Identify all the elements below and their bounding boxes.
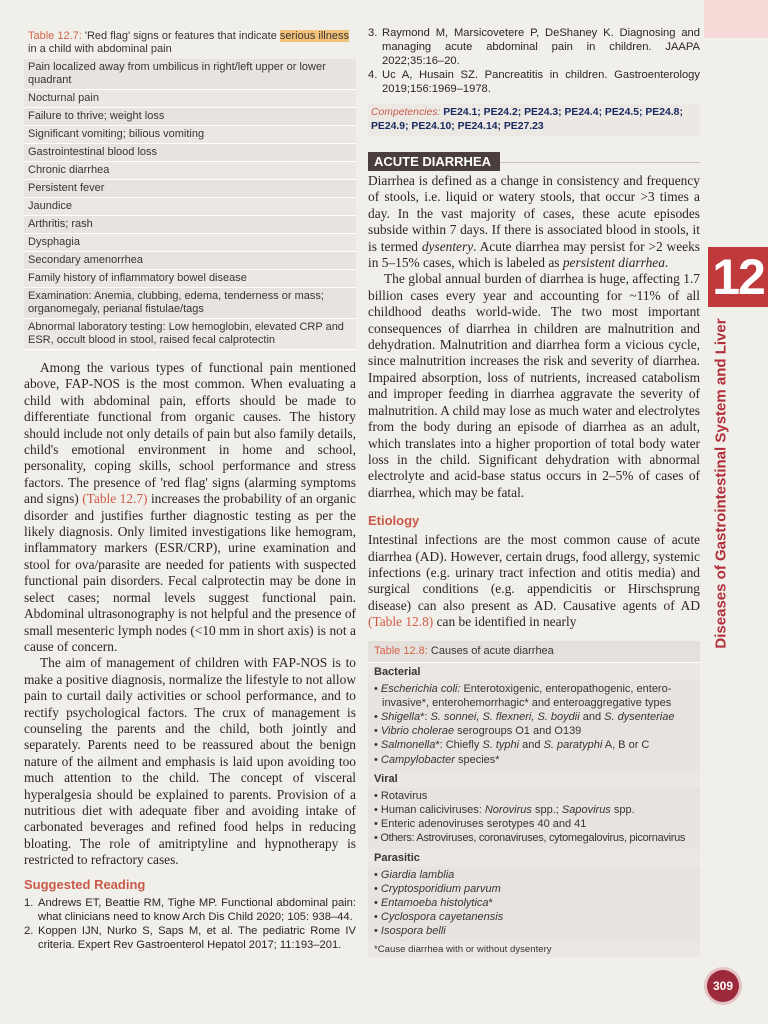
list-item: • Enteric adenoviruses serotypes 40 and 41 — [374, 818, 587, 831]
organism-name: S. sonnei, S. flexneri, S. boydii — [430, 710, 580, 723]
list-item: • Shigella*: S. sonnei, S. flexneri, S. boydii and S. dysenteriae — [374, 710, 675, 723]
item-text: A, B or C — [602, 739, 650, 752]
term-persistent-diarrhea: persistent diarrhea — [562, 255, 665, 271]
competencies-label: Competencies: — [371, 107, 441, 118]
group-viral-list — [368, 788, 700, 849]
group-parasitic: Parasitic — [368, 849, 700, 867]
table-12-7-link[interactable]: (Table 12.7) — [82, 491, 148, 507]
organism-name: Campylobacter — [380, 753, 455, 766]
table-number: Table 12.8: — [374, 644, 428, 657]
paragraph-text: . — [664, 255, 669, 271]
table-title: Causes of acute diarrhea — [427, 644, 554, 657]
item-text: serogroups O1 and O139 — [454, 725, 582, 738]
list-item: • Human caliciviruses: Norovirus spp.; Sapovirus spp. — [374, 803, 635, 816]
item-text: Others: Astroviruses, coronaviruses, cytomegalovirus, picornavirus — [380, 832, 686, 845]
group-viral: Viral — [368, 770, 700, 788]
list-item: • Salmonella*: Chiefly S. typhi and S. paratyphi A, B or C — [374, 739, 650, 752]
table-row: Pain localized away from umbilicus in right/left upper or lower quadrant — [24, 59, 356, 90]
reference-item — [368, 68, 700, 96]
paragraph-etiology — [368, 532, 700, 630]
suggested-reading-list — [24, 896, 356, 952]
organism-name: Giardia lamblia — [380, 868, 455, 881]
table-row: Abnormal laboratory testing: Low hemoglobin, elevated CRP and ESR, occult blood in stool, raised fecal calprotectin — [24, 319, 356, 350]
table-row: Dysphagia — [24, 234, 356, 252]
reference-text: Koppen IJN, Nurko S, Saps M, et al. The pediatric Rome IV criteria. Expert Rev Gastroenterol Hepatol 2017; 11:193–201. — [38, 924, 356, 951]
table-12-8-link[interactable]: (Table 12.8) — [368, 614, 434, 630]
organism-name: Cryptosporidium parvum — [380, 882, 501, 895]
table-row: Chronic diarrhea — [24, 162, 356, 180]
reference-item — [24, 896, 356, 924]
reference-text: Andrews ET, Beattie RM, Tighe MP. Functional abdominal pain: what clinicians need to know Arch Dis Child 2020; 105: 938–44. — [38, 896, 356, 923]
acute-diarrhea-header — [368, 136, 700, 171]
item-text: spp.; — [531, 803, 562, 816]
table-row: Family history of inflammatory bowel disease — [24, 270, 356, 288]
list-item: • Cryptosporidium parvum — [374, 882, 501, 895]
table-12-7-rows — [24, 59, 356, 350]
competencies-codes: PE24.1; PE24.2; PE24.3; PE24.4; PE24.5; PE24.8; PE24.9; PE24.10; PE24.14; PE27.23 — [371, 107, 683, 132]
table-12-8 — [368, 641, 700, 957]
paragraph-functional-pain — [24, 360, 356, 655]
chapter-title: Diseases of Gastrointestinal System and Liver — [712, 317, 730, 649]
item-text: Enterotoxigenic, enteropathogenic, entero-invasive*, enterohemorrhagic* and enteroaggregative types — [382, 682, 672, 709]
reference-item — [368, 26, 700, 68]
table-12-7 — [24, 26, 356, 350]
item-text: and — [519, 739, 544, 752]
organism-name: S. typhi — [482, 739, 520, 752]
competencies-box — [368, 104, 700, 136]
term-dysentery: dysentery — [421, 238, 474, 254]
item-text: * — [488, 897, 493, 909]
list-item: • Vibrio cholerae serogroups O1 and O139 — [374, 725, 582, 738]
table-row: Jaundice — [24, 198, 356, 216]
table-row: Arthritis; rash — [24, 216, 356, 234]
table-number: Table 12.7: — [28, 30, 82, 42]
chapter-number: 12 — [708, 247, 768, 307]
suggested-reading-heading: Suggested Reading — [24, 876, 146, 892]
group-bacterial: Bacterial — [368, 663, 700, 681]
suggested-reading-list-continued — [368, 26, 700, 96]
list-item: • Giardia lamblia — [374, 868, 455, 881]
organism-name: Vibrio cholerae — [380, 725, 455, 738]
organism-name: Cyclospora cayetanensis — [380, 911, 504, 924]
item-text: *: — [420, 710, 431, 723]
paragraph-text: Among the various types of functional pain mentioned above, FAP-NOS is the most common. When evaluating a child with abdominal pain, efforts should be made to differentiate functional from organic causes. The history should include not only details of pain but also family details, child's emotional environment in home and school, personality, coping skills, school performance and stress factors. The presence of 'red flag' signs (alarming symptoms and signs) — [24, 360, 356, 507]
organism-name: Entamoeba histolytica — [380, 897, 489, 909]
organism-name: S. dysenteriae — [604, 710, 675, 723]
organism-name: Norovirus — [484, 803, 532, 816]
side-tab-top-band — [704, 0, 768, 38]
table-row: Significant vomiting; bilious vomiting — [24, 126, 356, 144]
table-row: Persistent fever — [24, 180, 356, 198]
list-item: • Entamoeba histolytica* — [374, 897, 493, 909]
table-row: Secondary amenorrhea — [24, 252, 356, 270]
table-12-8-caption — [368, 641, 700, 663]
item-text: *: Chiefly — [435, 739, 483, 752]
table-title-end: in a child with abdominal pain — [28, 43, 172, 55]
item-text: and — [579, 710, 605, 723]
list-item: • Cyclospora cayetanensis — [374, 911, 504, 924]
organism-name: Escherichia coli: — [380, 682, 461, 695]
paragraph-text: Intestinal infections are the most common cause of acute diarrhea (AD). However, certain drugs, food allergy, systemic infections (e.g. urinary tract infection and otitis media) and surgical conditions (e.g. appendicitis or Hirschsprung disease) can also present as AD. Causative agents of AD — [368, 532, 700, 613]
item-text: Rotavirus — [380, 789, 428, 802]
list-item: • Others: Astroviruses, coronaviruses, cytomegalovirus, picornavirus — [374, 832, 686, 845]
organism-name: Shigella — [380, 710, 421, 723]
right-column — [368, 26, 700, 957]
list-item: • Isospora belli — [374, 925, 446, 938]
group-parasitic-list — [368, 867, 700, 942]
list-item: • Escherichia coli: Enterotoxigenic, enteropathogenic, entero-invasive*, enterohemorrhagic* and enteroaggregative types — [374, 682, 672, 709]
etiology-heading: Etiology — [368, 513, 420, 529]
group-bacterial-list — [368, 681, 700, 770]
left-column — [24, 26, 356, 952]
reference-number: 4. — [368, 69, 378, 81]
table-footnote: *Cause diarrhea with or without dysentery — [368, 942, 700, 957]
chapter-title-vertical — [706, 310, 736, 656]
paragraph-text: . Acute diarrhea may persist for >2 weeks in 5–15% cases, which is labeled as — [368, 238, 700, 271]
table-row: Nocturnal pain — [24, 90, 356, 108]
reference-text: Raymond M, Marsicovetere P, DeShaney K. Diagnosing and managing acute abdominal pain in children. JAAPA 2022;35:16–20. — [382, 27, 700, 67]
paragraph-text: increases the probability of an organic disorder and justifies further diagnostic testing as per the likely diagnosis. Only limited investigations like hemogram, inflammatory markers (ESR/CRP), urine examination and stool for ova/parasite are needed for patients with suspected functional pain disorders. Fecal calprotectin may be done in select cases; normal levels suggest functional pain. Abdominal ultrasonography is not helpful and the presence of small mesenteric lymph nodes (<10 mm in short axis) is not a cause of concern. — [24, 491, 356, 654]
paragraph-text: can be identified in nearly — [433, 614, 577, 630]
section-divider — [500, 162, 700, 163]
reference-number: 3. — [368, 27, 378, 39]
reference-number: 1. — [24, 896, 34, 909]
list-item: • Campylobacter species* — [374, 753, 500, 766]
paragraph-management: The aim of management of children with FAP-NOS is to make a positive diagnosis, normalize the lifestyle to not allow pain to curtail daily activities or school performance, and to rectify psychological factors. The crux of management is counseling the parents and the child, both jointly and separately. Parents need to be reassured about the benign nature of the ailment and emphasis is laid upon avoiding too much attention to the child. The concept of visceral hyperalgesia should be explained to parents. Provision of a nutritious diet with adequate fiber and avoiding intake of carbonated beverages and refined food helps in reducing bloating. The role of amitriptyline and hypnotherapy is restricted to refractory cases. — [24, 655, 356, 868]
organism-name: Sapovirus — [561, 803, 611, 816]
reference-item — [24, 924, 356, 952]
organism-name: Isospora belli — [380, 925, 446, 938]
item-text: Enteric adenoviruses serotypes 40 and 41 — [380, 818, 587, 831]
reference-number: 2. — [24, 924, 34, 937]
item-text: spp. — [610, 803, 635, 816]
table-row: Gastrointestinal blood loss — [24, 144, 356, 162]
organism-name: Salmonella — [380, 739, 436, 752]
list-item: • Rotavirus — [374, 789, 428, 802]
paragraph-definition — [368, 173, 700, 271]
organism-name: S. paratyphi — [543, 739, 603, 752]
item-text: Human caliciviruses: — [380, 803, 485, 816]
table-12-7-caption — [24, 26, 356, 59]
table-title-start: 'Red flag' signs or features that indicate — [84, 30, 280, 42]
reference-text: Uc A, Husain SZ. Pancreatitis in children. Gastroenterology 2019;156:1969–1978. — [382, 69, 700, 95]
paragraph-burden: The global annual burden of diarrhea is huge, affecting 1.7 billion cases every year and accounting for ~11% of all childhood deaths world-wide. The two most important consequences of diarrhea in children are malnutrition and dehydration. Malnutrition and diarrhea form a vicious cycle, since malnutrition increases the risk and severity of diarrhea. Impaired absorption, loss of nutrients, increased catabolism and improper feeding in diarrhea aggravate the severity of malnutrition. A child may lose as much water and electrolytes from the body during an episode of diarrhea as an adult, which translates into a higher proportion of total body water loss in the child. Significant dehydration with abnormal electrolyte and acid-base status occurs in 2–5% of cases of diarrhea, which may be fatal. — [368, 271, 700, 500]
page-number: 309 — [707, 970, 739, 1002]
paragraph-text: Diarrhea is defined as a change in consistency and frequency of stools, i.e. liquid or watery stools, that occur >3 times a day. In the vast majority of cases, these acute episodes subside within 7 days. If there is associated blood in stools, it is termed — [368, 173, 700, 254]
table-title-highlight: serious illness — [279, 30, 349, 42]
table-row: Failure to thrive; weight loss — [24, 108, 356, 126]
item-text: species* — [454, 753, 500, 766]
table-row: Examination: Anemia, clubbing, edema, tenderness or mass; organomegaly, perianal fistulae/tags — [24, 288, 356, 319]
section-title: ACUTE DIARRHEA — [368, 152, 500, 171]
